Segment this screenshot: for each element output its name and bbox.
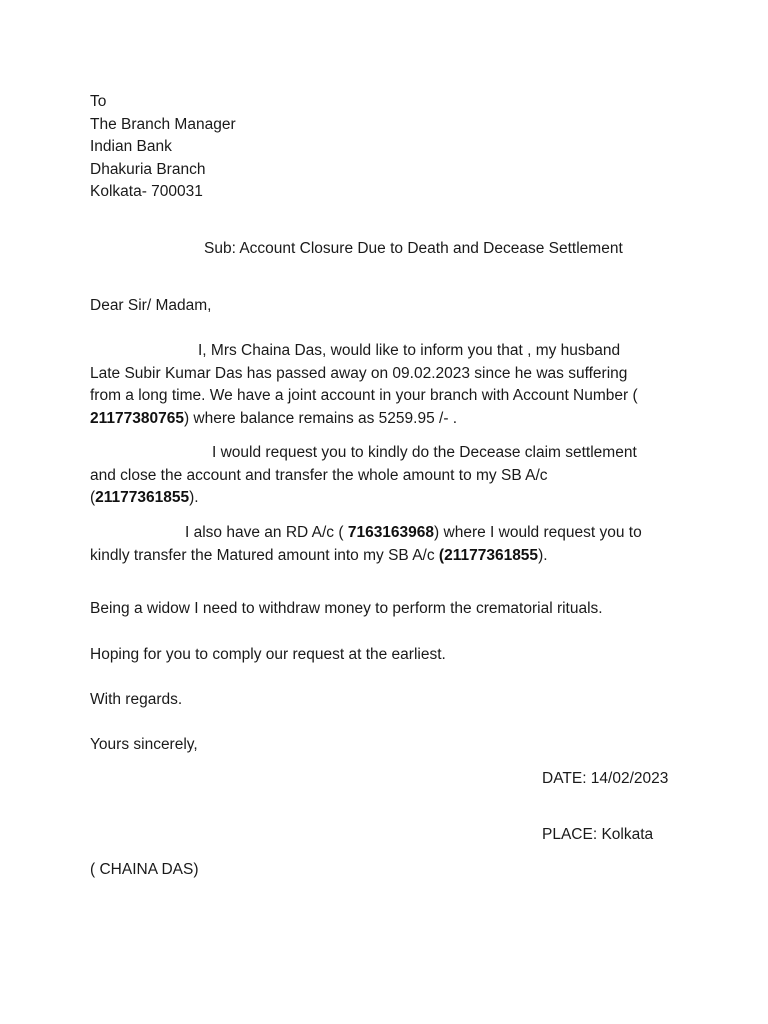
paragraph-rd-account (90, 522, 690, 567)
salutation: Dear Sir/ Madam, (90, 297, 212, 314)
paragraph-line (90, 522, 690, 545)
letter-subject: Sub: Account Closure Due to Death and Decease Settlement (204, 240, 623, 257)
rd-text-post: ) where I would request you to (434, 524, 642, 541)
balance-text: ) where balance remains as 5259.95 /- . (183, 409, 458, 427)
paren-open: ( (90, 489, 96, 506)
address-line-designation: The Branch Manager (90, 115, 236, 133)
paragraph-hoping: Hoping for you to comply our request at the earliest. (90, 646, 446, 663)
rd-account-number: 7163163968 (347, 524, 435, 541)
paragraph-widow-need: Being a widow I need to withdraw money to perform the crematorial rituals. (90, 600, 603, 617)
address-to: To (90, 93, 107, 110)
rd-text-pre: I also have an RD A/c ( (185, 524, 348, 541)
sb-account-number: 21177361855 (95, 489, 190, 506)
address-line-bank: Indian Bank (90, 138, 172, 155)
paragraph-line (90, 408, 690, 431)
address-line-city: Kolkata- 700031 (90, 183, 203, 200)
paragraph-claim-request (90, 442, 690, 510)
signatory-name: ( CHAINA DAS) (90, 861, 199, 878)
paragraph-bereavement (90, 340, 690, 430)
paragraph-line (90, 545, 690, 568)
address-line-branch: Dhakuria Branch (90, 160, 206, 178)
paragraph-line: Late Subir Kumar Das has passed away on 09.02.2023 since he was suffering (90, 364, 628, 382)
letter-date: DATE: 14/02/2023 (542, 770, 669, 787)
paragraph-line: I, Mrs Chaina Das, would like to inform you that , my husband (198, 342, 621, 359)
recipient-address (90, 91, 236, 204)
closing-sincerely: Yours sincerely, (90, 736, 198, 753)
paragraph-line: from a long time. We have a joint account in your branch with Account Number ( (90, 387, 638, 404)
sb-account-number-repeat: (21177361855 (438, 546, 539, 564)
closing-regards: With regards. (90, 691, 183, 708)
transfer-text-post: ). (538, 546, 548, 564)
paren-close: ). (189, 489, 199, 506)
transfer-text-pre: kindly transfer the Matured amount into my SB A/c (90, 546, 439, 564)
paragraph-line (90, 487, 690, 510)
joint-account-number: 21177380765 (90, 409, 184, 427)
paragraph-line: I would request you to kindly do the Decease claim settlement (212, 444, 637, 461)
paragraph-line: and close the account and transfer the whole amount to my SB A/c (90, 466, 548, 484)
letter-place: PLACE: Kolkata (542, 826, 654, 843)
